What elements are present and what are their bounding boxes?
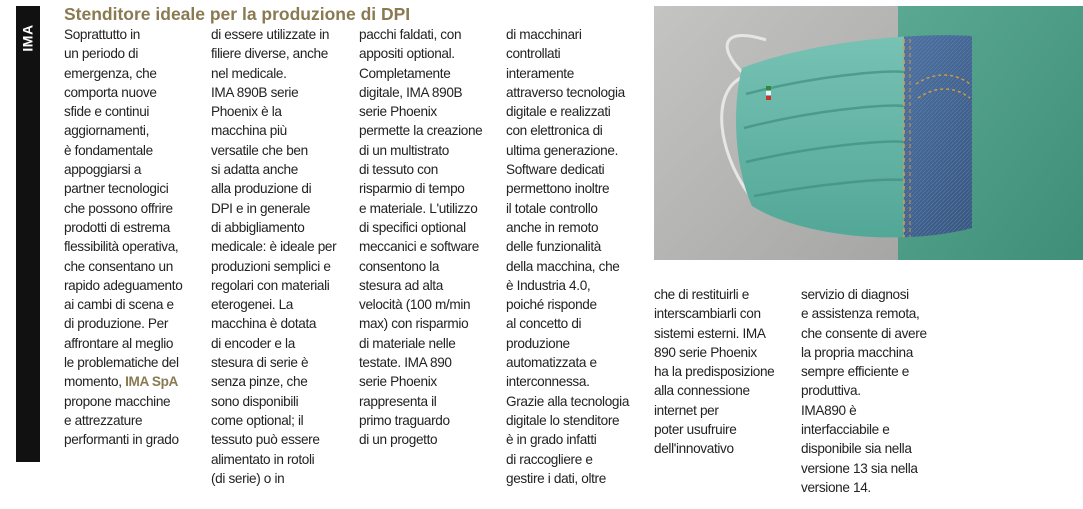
text-line: della macchina, che: [506, 258, 620, 274]
text-line: le problematiche del: [64, 355, 179, 371]
text-line: Soprattutto in: [64, 27, 140, 42]
flag-green: [766, 86, 771, 90]
text-column-3: [359, 25, 507, 450]
text-line: ultima generazione.: [506, 142, 618, 158]
text-line: macchina è dotata: [211, 316, 317, 332]
text-line: testate. IMA 890: [359, 355, 452, 371]
text-line: comporta nuove: [64, 84, 157, 100]
text-line: un periodo di: [64, 46, 139, 62]
text-line: che consente di avere: [801, 325, 927, 341]
text-line: internet per: [654, 402, 719, 418]
text-line: interconnessa.: [506, 374, 590, 390]
text-line: digitale, IMA 890B: [359, 84, 463, 100]
text-line: automatizzata e: [506, 355, 597, 371]
text-line: propone macchine: [64, 393, 171, 409]
flag-white: [766, 91, 771, 95]
text-line: flessibilità operativa,: [64, 239, 179, 255]
text-line: IMA890 è: [801, 402, 857, 418]
text-line: stesura ad alta: [359, 277, 443, 293]
text-line: versione 14.: [801, 479, 871, 495]
article-headline: Stenditore ideale per la produzione di DPI: [64, 4, 411, 24]
text-line: max) con risparmio: [359, 316, 469, 332]
text-fragment: momento,: [64, 374, 122, 390]
text-line: versatile che ben: [211, 142, 308, 158]
text-line: primo traguardo: [359, 412, 450, 428]
text-line: permettono inoltre: [506, 181, 610, 197]
product-photo: [654, 6, 1083, 260]
text-line: stesura di serie è: [211, 355, 309, 371]
text-line: appositi optional.: [359, 46, 455, 62]
text-line: delle funzionalità: [506, 239, 601, 255]
text-column-4: [506, 25, 654, 488]
section-tab-label: IMA: [20, 24, 37, 52]
text-column-2: [211, 25, 359, 488]
text-line: sono disponibili: [211, 393, 299, 409]
text-line: produzione: [506, 335, 570, 351]
text-line: produzioni semplici e: [211, 258, 331, 274]
text-line: serie Phoenix: [359, 104, 437, 120]
text-line: di un multistrato: [359, 142, 450, 158]
text-line: rappresenta il: [359, 393, 437, 409]
text-line: di specifici optional: [359, 219, 466, 235]
text-line: al concetto di: [506, 316, 582, 332]
text-line: Phoenix è la: [211, 104, 282, 120]
text-line: di raccogliere e: [506, 451, 593, 467]
text-line: e attrezzature: [64, 412, 143, 428]
text-line: attraverso tecnologia: [506, 84, 625, 100]
flag-red: [766, 96, 771, 100]
text-line: e materiale. L'utilizzo: [359, 200, 478, 216]
text-line: è Industria 4.0,: [506, 277, 591, 293]
text-line: poiché risponde: [506, 297, 597, 313]
text-line: di tessuto con: [359, 162, 438, 178]
text-line: alla produzione di: [211, 181, 312, 197]
text-line: aggiornamenti,: [64, 123, 150, 139]
text-line: controllati: [506, 46, 561, 62]
text-line: interamente: [506, 65, 574, 81]
text-line: IMA 890B serie: [211, 84, 299, 100]
text-line: appoggiarsi a: [64, 162, 142, 178]
text-line: Grazie alla tecnologia: [506, 393, 630, 409]
text-line: sistemi esterni. IMA: [654, 325, 766, 341]
text-line: alla connessione: [654, 383, 750, 399]
text-line: digitale lo stenditore: [506, 412, 620, 428]
text-line: il totale controllo: [506, 200, 598, 216]
text-line: sfide e continui: [64, 104, 150, 120]
text-line: alimentato in rotoli: [211, 451, 315, 467]
text-line: ai cambi di scena e: [64, 297, 174, 313]
text-line: nel medicale.: [211, 65, 287, 81]
text-line: versione 13 sia nella: [801, 460, 918, 476]
text-line: che possono offrire: [64, 200, 173, 216]
text-line: di un progetto: [359, 432, 438, 448]
company-name: IMA SpA: [125, 374, 179, 390]
text-line: Software dedicati: [506, 162, 605, 178]
text-column-6: [801, 285, 949, 497]
text-line: poter usufruire: [654, 422, 737, 438]
text-line: di essere utilizzate in: [211, 27, 330, 42]
text-line: velocità (100 m/min: [359, 297, 471, 313]
text-line: rapido adeguamento: [64, 277, 183, 293]
text-line: che di restituirli e: [654, 287, 749, 302]
text-line: dell'innovativo: [654, 441, 734, 457]
text-line: performanti in grado: [64, 432, 179, 448]
text-line-with-company: [64, 372, 212, 391]
text-line: senza pinze, che: [211, 374, 308, 390]
text-line: eterogenei. La: [211, 297, 294, 313]
text-line: si adatta anche: [211, 162, 298, 178]
text-line: sempre efficiente e: [801, 364, 909, 380]
text-line: di abbigliamento: [211, 219, 305, 235]
text-line: digitale e realizzati: [506, 104, 611, 120]
text-line: meccanici e software: [359, 239, 479, 255]
text-line: è in grado infatti: [506, 432, 597, 448]
section-tab: [16, 6, 40, 462]
text-line: e assistenza remota,: [801, 306, 920, 322]
text-line: (di serie) o in: [211, 470, 285, 486]
text-line: disponibile sia nella: [801, 441, 912, 457]
text-line: serie Phoenix: [359, 374, 437, 390]
text-line: pacchi faldati, con: [359, 27, 462, 42]
text-line: è fondamentale: [64, 142, 153, 158]
text-line: prodotti di estrema: [64, 219, 170, 235]
mask-illustration: [654, 6, 1083, 260]
text-line: di materiale nelle: [359, 335, 456, 351]
text-line: filiere diverse, anche: [211, 46, 328, 62]
text-line: affrontare al meglio: [64, 335, 174, 351]
text-line: macchina più: [211, 123, 287, 139]
text-line: di encoder e la: [211, 335, 295, 351]
text-line: medicale: è ideale per: [211, 239, 337, 255]
text-column-5: [654, 285, 802, 459]
text-line: tessuto può essere: [211, 432, 320, 448]
text-line: come optional; il: [211, 412, 304, 428]
text-line: anche in remoto: [506, 219, 599, 235]
text-line: DPI e in generale: [211, 200, 311, 216]
text-line: Completamente: [359, 65, 451, 81]
text-line: gestire i dati, oltre: [506, 470, 606, 486]
text-line: consentono la: [359, 258, 440, 274]
text-line: che consentano un: [64, 258, 173, 274]
text-line: la propria macchina: [801, 344, 913, 360]
text-line: servizio di diagnosi: [801, 287, 909, 302]
text-line: produttiva.: [801, 383, 861, 399]
text-line: emergenza, che: [64, 65, 157, 81]
text-line: con elettronica di: [506, 123, 603, 139]
text-line: permette la creazione: [359, 123, 483, 139]
text-line: interscambiarli con: [654, 306, 761, 322]
text-line: di produzione. Per: [64, 316, 169, 332]
text-column-1: [64, 25, 212, 450]
text-line: risparmio di tempo: [359, 181, 465, 197]
section-tab-label-box: [16, 6, 40, 70]
text-line: interfacciabile e: [801, 422, 890, 438]
text-line: partner tecnologici: [64, 181, 169, 197]
text-line: 890 serie Phoenix: [654, 344, 757, 360]
text-line: di macchinari: [506, 27, 582, 42]
text-line: ha la predisposizione: [654, 364, 775, 380]
text-line: regolari con materiali: [211, 277, 330, 293]
